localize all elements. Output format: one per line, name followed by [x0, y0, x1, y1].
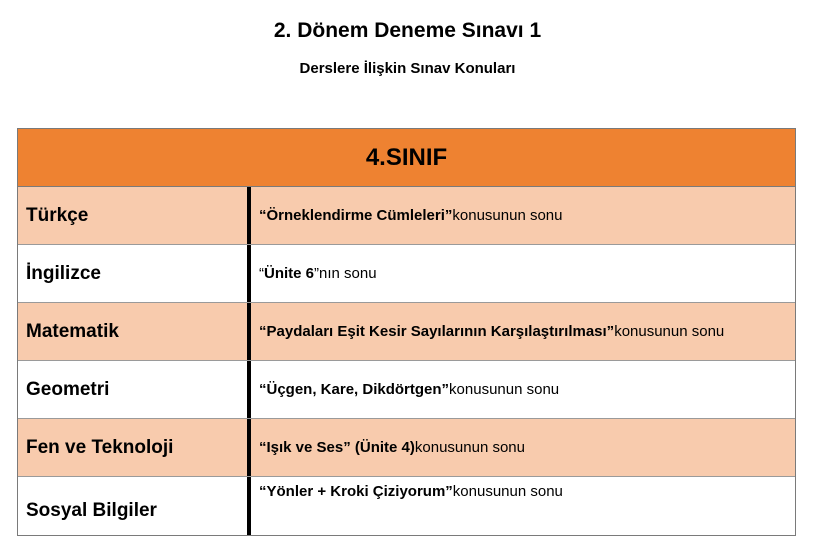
topic-cell	[251, 419, 795, 476]
table-row	[18, 303, 795, 361]
topic-cell	[251, 303, 795, 360]
page-title: 2. Dönem Deneme Sınavı 1	[273, 19, 542, 42]
page-subtitle: Derslere İlişkin Sınav Konuları	[299, 60, 516, 77]
subject-cell: Türkçe	[18, 187, 251, 244]
subject-cell: Matematik	[18, 303, 251, 360]
topic-suffix: konusunun sonu	[452, 207, 563, 224]
topic-name: “Yönler + Kroki Çiziyorum”	[259, 483, 453, 500]
topic-name: “Örneklendirme Cümleleri”	[259, 207, 453, 224]
topic-suffix: konusunun sonu	[414, 439, 525, 456]
subject-cell: Fen ve Teknoloji	[18, 419, 251, 476]
topic-suffix: konusunun sonu	[449, 381, 560, 398]
topic-name: “Işık ve Ses” (Ünite 4)	[259, 439, 415, 456]
topic-prefix: “	[259, 265, 264, 282]
subject-cell: Geometri	[18, 361, 251, 418]
topic-cell	[251, 361, 795, 418]
subject-cell: İngilizce	[18, 245, 251, 302]
topic-suffix: konusunun sonu	[614, 323, 725, 340]
topic-name: “Paydaları Eşit Kesir Sayılarının Karşılaştırılması”	[259, 323, 615, 340]
table-row	[18, 419, 795, 477]
topic-name: “Üçgen, Kare, Dikdörtgen”	[259, 381, 450, 398]
topic-cell	[251, 477, 795, 535]
exam-topics-table	[17, 128, 796, 536]
table-row	[18, 477, 795, 535]
topic-name: Ünite 6	[264, 265, 315, 282]
table-row	[18, 245, 795, 303]
table-row	[18, 361, 795, 419]
topic-suffix: konusunun sonu	[452, 483, 563, 500]
topic-cell	[251, 245, 795, 302]
topic-suffix: ”nın sonu	[314, 265, 377, 282]
grade-heading: 4.SINIF	[18, 129, 795, 187]
topic-cell	[251, 187, 795, 244]
table-row	[18, 187, 795, 245]
subject-cell: Sosyal Bilgiler	[18, 477, 251, 535]
